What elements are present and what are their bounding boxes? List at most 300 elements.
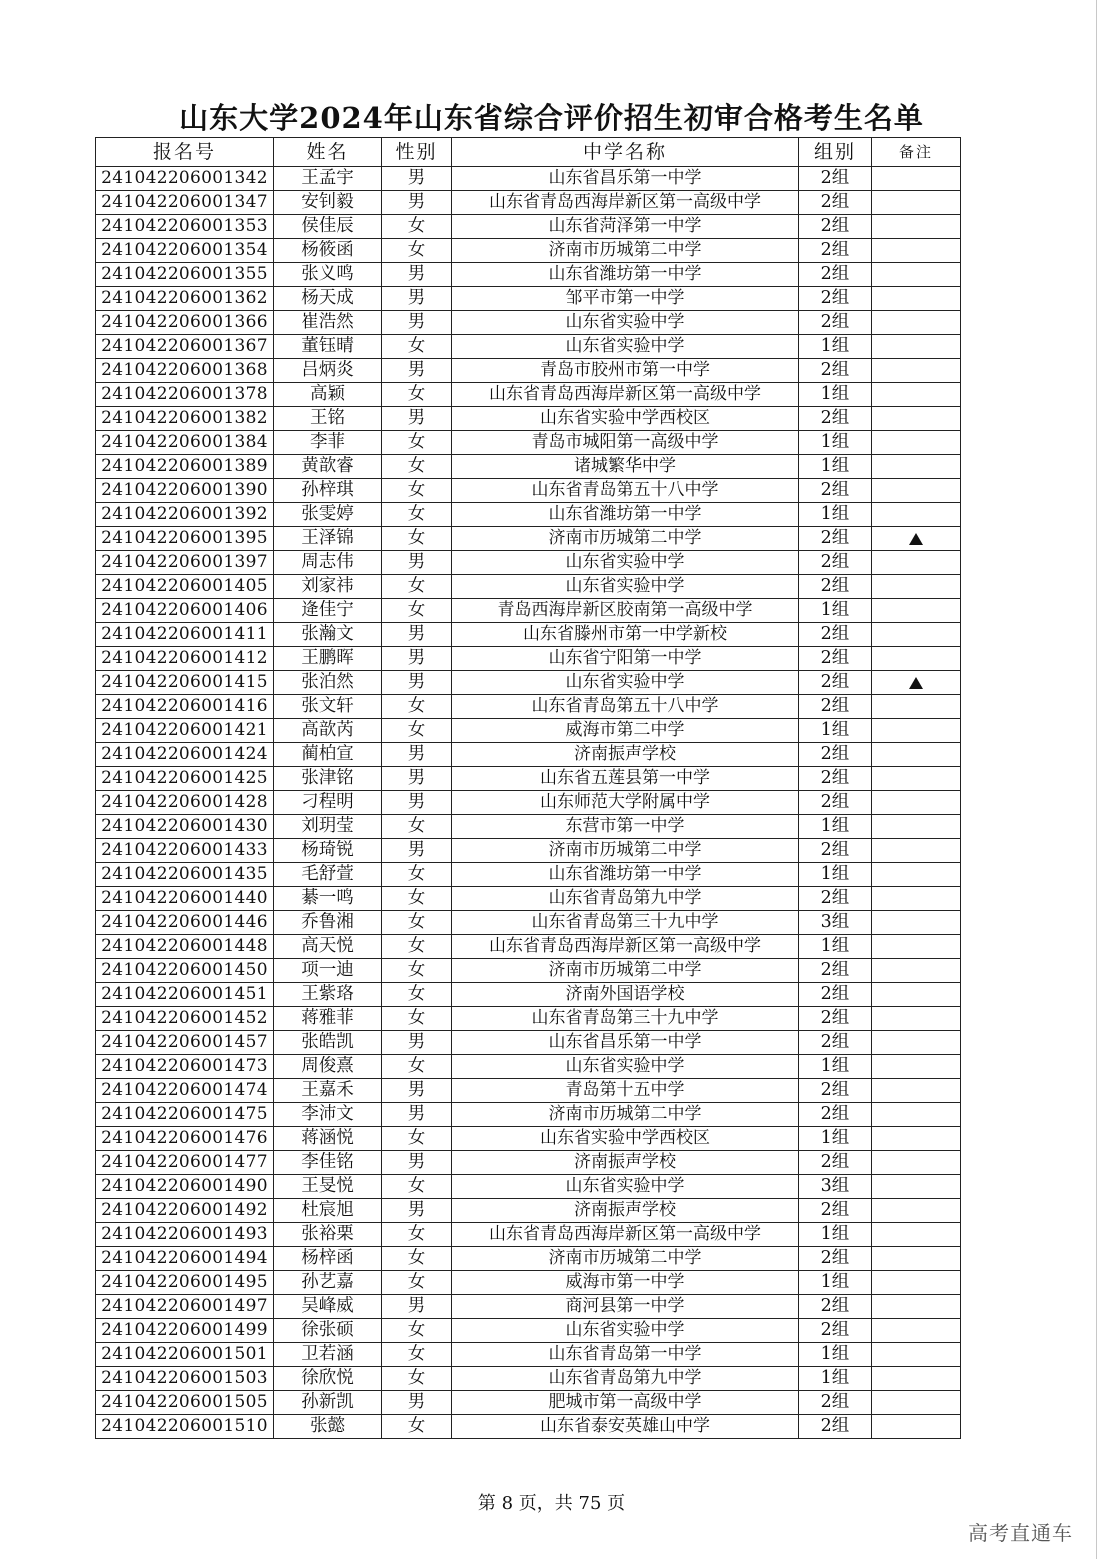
cell-group: 2组 — [799, 1031, 872, 1055]
cell-registration-id: 241042206001510 — [96, 1415, 274, 1439]
cell-gender: 女 — [382, 815, 452, 839]
cell-group: 2组 — [799, 839, 872, 863]
header-group: 组别 — [799, 138, 872, 167]
cell-gender: 女 — [382, 1271, 452, 1295]
cell-school: 济南振声学校 — [452, 743, 799, 767]
table-row — [96, 599, 961, 623]
cell-remark — [872, 1055, 961, 1079]
cell-group: 1组 — [799, 431, 872, 455]
cell-registration-id: 241042206001421 — [96, 719, 274, 743]
cell-remark — [872, 239, 961, 263]
cell-school: 山东省五莲县第一中学 — [452, 767, 799, 791]
table-row — [96, 1295, 961, 1319]
cell-name: 杨琦锐 — [274, 839, 382, 863]
cell-gender: 女 — [382, 695, 452, 719]
cell-school: 山东省实验中学西校区 — [452, 1127, 799, 1151]
cell-gender: 男 — [382, 1391, 452, 1415]
cell-gender: 男 — [382, 359, 452, 383]
cell-remark — [872, 311, 961, 335]
cell-group: 2组 — [799, 1247, 872, 1271]
cell-gender: 男 — [382, 551, 452, 575]
cell-school: 山东省青岛第五十八中学 — [452, 695, 799, 719]
table-body — [96, 167, 961, 1439]
cell-remark — [872, 1103, 961, 1127]
cell-name: 李沛文 — [274, 1103, 382, 1127]
cell-remark — [872, 455, 961, 479]
cell-group: 2组 — [799, 1151, 872, 1175]
cell-gender: 男 — [382, 407, 452, 431]
cell-remark — [872, 1319, 961, 1343]
cell-school: 山东省实验中学 — [452, 311, 799, 335]
cell-school: 邹平市第一中学 — [452, 287, 799, 311]
cell-school: 山东省昌乐第一中学 — [452, 1031, 799, 1055]
cell-gender: 女 — [382, 431, 452, 455]
table-row — [96, 1199, 961, 1223]
cell-registration-id: 241042206001347 — [96, 191, 274, 215]
cell-name: 孙新凯 — [274, 1391, 382, 1415]
cell-gender: 男 — [382, 647, 452, 671]
table-row — [96, 503, 961, 527]
table-header-row — [96, 138, 961, 167]
cell-school: 威海市第二中学 — [452, 719, 799, 743]
cell-remark — [872, 887, 961, 911]
cell-group: 2组 — [799, 1103, 872, 1127]
table-row — [96, 1079, 961, 1103]
cell-group: 2组 — [799, 767, 872, 791]
cell-name: 高歆芮 — [274, 719, 382, 743]
cell-remark — [872, 383, 961, 407]
cell-gender: 女 — [382, 335, 452, 359]
cell-gender: 男 — [382, 623, 452, 647]
cell-school: 山东省实验中学西校区 — [452, 407, 799, 431]
table-row — [96, 287, 961, 311]
cell-gender: 女 — [382, 983, 452, 1007]
cell-school: 山东省青岛西海岸新区第一高级中学 — [452, 935, 799, 959]
cell-registration-id: 241042206001430 — [96, 815, 274, 839]
header-gender: 性别 — [382, 138, 452, 167]
cell-school: 青岛市城阳第一高级中学 — [452, 431, 799, 455]
cell-registration-id: 241042206001354 — [96, 239, 274, 263]
cell-school: 济南市历城第二中学 — [452, 239, 799, 263]
cell-gender: 男 — [382, 767, 452, 791]
table-row — [96, 311, 961, 335]
cell-school: 山东省实验中学 — [452, 1319, 799, 1343]
cell-registration-id: 241042206001415 — [96, 671, 274, 695]
cell-registration-id: 241042206001412 — [96, 647, 274, 671]
table-row — [96, 263, 961, 287]
cell-remark — [872, 839, 961, 863]
table-row — [96, 527, 961, 551]
cell-remark — [872, 1367, 961, 1391]
cell-remark — [872, 815, 961, 839]
table-row — [96, 767, 961, 791]
cell-group: 3组 — [799, 911, 872, 935]
cell-name: 王旻悦 — [274, 1175, 382, 1199]
cell-remark — [872, 431, 961, 455]
cell-remark — [872, 1175, 961, 1199]
cell-registration-id: 241042206001501 — [96, 1343, 274, 1367]
cell-name: 周俊熹 — [274, 1055, 382, 1079]
table-row — [96, 1151, 961, 1175]
cell-name: 吕炳炎 — [274, 359, 382, 383]
cell-registration-id: 241042206001490 — [96, 1175, 274, 1199]
cell-gender: 男 — [382, 1079, 452, 1103]
cell-registration-id: 241042206001477 — [96, 1151, 274, 1175]
cell-gender: 女 — [382, 1223, 452, 1247]
cell-registration-id: 241042206001428 — [96, 791, 274, 815]
cell-remark — [872, 479, 961, 503]
cell-gender: 女 — [382, 1367, 452, 1391]
cell-name: 杜宸旭 — [274, 1199, 382, 1223]
table-row — [96, 671, 961, 695]
cell-school: 青岛西海岸新区胶南第一高级中学 — [452, 599, 799, 623]
cell-group: 1组 — [799, 1127, 872, 1151]
cell-gender: 男 — [382, 263, 452, 287]
cell-remark — [872, 743, 961, 767]
cell-group: 2组 — [799, 695, 872, 719]
table-row — [96, 479, 961, 503]
header-school: 中学名称 — [452, 138, 799, 167]
table-row — [96, 1343, 961, 1367]
table-row — [96, 1223, 961, 1247]
cell-name: 高天悦 — [274, 935, 382, 959]
cell-school: 山东省青岛第三十九中学 — [452, 1007, 799, 1031]
cell-name: 刘家祎 — [274, 575, 382, 599]
cell-registration-id: 241042206001475 — [96, 1103, 274, 1127]
table-row — [96, 551, 961, 575]
table-row — [96, 239, 961, 263]
cell-gender: 女 — [382, 455, 452, 479]
table-row — [96, 839, 961, 863]
cell-registration-id: 241042206001435 — [96, 863, 274, 887]
cell-school: 山东省滕州市第一中学新校 — [452, 623, 799, 647]
cell-remark — [872, 767, 961, 791]
table-row — [96, 1055, 961, 1079]
cell-remark — [872, 1415, 961, 1439]
cell-remark — [872, 407, 961, 431]
cell-group: 2组 — [799, 1295, 872, 1319]
cell-remark — [872, 287, 961, 311]
cell-group: 2组 — [799, 191, 872, 215]
cell-gender: 男 — [382, 743, 452, 767]
table-row — [96, 431, 961, 455]
cell-school: 山东省实验中学 — [452, 1055, 799, 1079]
cell-group: 2组 — [799, 647, 872, 671]
cell-group: 2组 — [799, 743, 872, 767]
cell-remark — [872, 1343, 961, 1367]
cell-gender: 女 — [382, 575, 452, 599]
cell-remark — [872, 911, 961, 935]
cell-group: 1组 — [799, 815, 872, 839]
cell-gender: 女 — [382, 503, 452, 527]
cell-registration-id: 241042206001362 — [96, 287, 274, 311]
cell-group: 2组 — [799, 1007, 872, 1031]
cell-group: 1组 — [799, 719, 872, 743]
cell-school: 山东省实验中学 — [452, 551, 799, 575]
cell-group: 2组 — [799, 1319, 872, 1343]
cell-name: 王紫珞 — [274, 983, 382, 1007]
cell-name: 黄歆睿 — [274, 455, 382, 479]
cell-group: 2组 — [799, 791, 872, 815]
table-row — [96, 887, 961, 911]
table-row — [96, 1391, 961, 1415]
cell-gender: 女 — [382, 527, 452, 551]
cell-group: 2组 — [799, 359, 872, 383]
cell-name: 杨筱函 — [274, 239, 382, 263]
cell-gender: 女 — [382, 383, 452, 407]
cell-remark — [872, 503, 961, 527]
cell-gender: 女 — [382, 911, 452, 935]
cell-gender: 女 — [382, 959, 452, 983]
cell-school: 济南市历城第二中学 — [452, 1247, 799, 1271]
cell-gender: 男 — [382, 791, 452, 815]
cell-group: 2组 — [799, 887, 872, 911]
cell-school: 济南市历城第二中学 — [452, 527, 799, 551]
cell-remark — [872, 791, 961, 815]
cell-group: 3组 — [799, 1175, 872, 1199]
cell-group: 1组 — [799, 1223, 872, 1247]
cell-registration-id: 241042206001405 — [96, 575, 274, 599]
table-row — [96, 1367, 961, 1391]
cell-name: 毛舒萱 — [274, 863, 382, 887]
cell-remark — [872, 599, 961, 623]
cell-name: 周志伟 — [274, 551, 382, 575]
cell-registration-id: 241042206001395 — [96, 527, 274, 551]
table-row — [96, 623, 961, 647]
cell-remark — [872, 695, 961, 719]
cell-school: 山东师范大学附属中学 — [452, 791, 799, 815]
cell-registration-id: 241042206001342 — [96, 167, 274, 191]
cell-registration-id: 241042206001446 — [96, 911, 274, 935]
cell-school: 济南外国语学校 — [452, 983, 799, 1007]
cell-registration-id: 241042206001416 — [96, 695, 274, 719]
cell-name: 张懿 — [274, 1415, 382, 1439]
table-row — [96, 863, 961, 887]
cell-registration-id: 241042206001473 — [96, 1055, 274, 1079]
cell-group: 2组 — [799, 479, 872, 503]
table-row — [96, 743, 961, 767]
cell-remark — [872, 359, 961, 383]
cell-registration-id: 241042206001425 — [96, 767, 274, 791]
cell-name: 安钊毅 — [274, 191, 382, 215]
cell-name: 蔺柏宣 — [274, 743, 382, 767]
cell-name: 刘玥莹 — [274, 815, 382, 839]
cell-gender: 男 — [382, 1199, 452, 1223]
cell-registration-id: 241042206001450 — [96, 959, 274, 983]
cell-name: 张泊然 — [274, 671, 382, 695]
cell-remark — [872, 551, 961, 575]
cell-school: 山东省实验中学 — [452, 575, 799, 599]
cell-group: 1组 — [799, 1367, 872, 1391]
cell-gender: 男 — [382, 839, 452, 863]
cell-gender: 男 — [382, 1295, 452, 1319]
cell-name: 蒋涵悦 — [274, 1127, 382, 1151]
cell-remark — [872, 1079, 961, 1103]
cell-remark — [872, 935, 961, 959]
cell-name: 乔鲁湘 — [274, 911, 382, 935]
cell-gender: 女 — [382, 1247, 452, 1271]
cell-school: 诸城繁华中学 — [452, 455, 799, 479]
table-row — [96, 335, 961, 359]
table-row — [96, 719, 961, 743]
table-row — [96, 815, 961, 839]
cell-school: 济南振声学校 — [452, 1151, 799, 1175]
cell-name: 徐张硕 — [274, 1319, 382, 1343]
cell-group: 2组 — [799, 287, 872, 311]
cell-registration-id: 241042206001397 — [96, 551, 274, 575]
cell-name: 王泽锦 — [274, 527, 382, 551]
cell-school: 济南市历城第二中学 — [452, 1103, 799, 1127]
cell-name: 项一迪 — [274, 959, 382, 983]
cell-group: 2组 — [799, 623, 872, 647]
cell-gender: 女 — [382, 1343, 452, 1367]
cell-school: 山东省昌乐第一中学 — [452, 167, 799, 191]
cell-gender: 男 — [382, 287, 452, 311]
cell-name: 李佳铭 — [274, 1151, 382, 1175]
table-row — [96, 167, 961, 191]
cell-school: 山东省潍坊第一中学 — [452, 503, 799, 527]
cell-remark — [872, 719, 961, 743]
cell-gender: 女 — [382, 215, 452, 239]
cell-registration-id: 241042206001366 — [96, 311, 274, 335]
cell-registration-id: 241042206001499 — [96, 1319, 274, 1343]
cell-group: 2组 — [799, 959, 872, 983]
cell-remark — [872, 1199, 961, 1223]
cell-group: 1组 — [799, 455, 872, 479]
page-edge-line — [1096, 0, 1097, 1559]
cell-remark — [872, 623, 961, 647]
cell-group: 2组 — [799, 1415, 872, 1439]
triangle-marker-icon — [909, 533, 923, 545]
cell-name: 蒋雅菲 — [274, 1007, 382, 1031]
cell-group: 1组 — [799, 383, 872, 407]
cell-name: 高颖 — [274, 383, 382, 407]
table-row — [96, 959, 961, 983]
table-row — [96, 1007, 961, 1031]
cell-remark — [872, 1151, 961, 1175]
cell-name: 崔浩然 — [274, 311, 382, 335]
table-row — [96, 935, 961, 959]
watermark-text: 高考直通车 — [968, 1521, 1073, 1545]
cell-group: 1组 — [799, 1055, 872, 1079]
cell-school: 山东省实验中学 — [452, 335, 799, 359]
cell-registration-id: 241042206001390 — [96, 479, 274, 503]
cell-name: 杨梓函 — [274, 1247, 382, 1271]
cell-name: 杨天成 — [274, 287, 382, 311]
cell-name: 张雯婷 — [274, 503, 382, 527]
cell-gender: 男 — [382, 1031, 452, 1055]
cell-registration-id: 241042206001382 — [96, 407, 274, 431]
cell-group: 1组 — [799, 335, 872, 359]
cell-school: 青岛市胶州市第一中学 — [452, 359, 799, 383]
cell-group: 2组 — [799, 551, 872, 575]
cell-gender: 女 — [382, 1415, 452, 1439]
page-number-footer: 第 8 页，共 75 页 — [477, 1493, 626, 1514]
cell-gender: 女 — [382, 1319, 452, 1343]
table-row — [96, 1175, 961, 1199]
table-row — [96, 647, 961, 671]
cell-registration-id: 241042206001495 — [96, 1271, 274, 1295]
cell-school: 山东省潍坊第一中学 — [452, 263, 799, 287]
cell-gender: 女 — [382, 1055, 452, 1079]
cell-group: 2组 — [799, 527, 872, 551]
cell-registration-id: 241042206001503 — [96, 1367, 274, 1391]
cell-remark — [872, 215, 961, 239]
cell-group: 1组 — [799, 935, 872, 959]
cell-name: 侯佳辰 — [274, 215, 382, 239]
cell-registration-id: 241042206001384 — [96, 431, 274, 455]
table-row — [96, 1319, 961, 1343]
cell-remark — [872, 1391, 961, 1415]
cell-group: 1组 — [799, 503, 872, 527]
cell-school: 威海市第一中学 — [452, 1271, 799, 1295]
cell-remark — [872, 647, 961, 671]
table-row — [96, 1127, 961, 1151]
cell-school: 山东省青岛第一中学 — [452, 1343, 799, 1367]
page-title: 山东大学2024年山东省综合评价招生初审合格考生名单 — [179, 101, 924, 135]
cell-gender: 男 — [382, 671, 452, 695]
cell-remark — [872, 1247, 961, 1271]
cell-group: 2组 — [799, 1199, 872, 1223]
cell-school: 山东省青岛第九中学 — [452, 1367, 799, 1391]
cell-remark — [872, 1127, 961, 1151]
triangle-marker-icon — [909, 677, 923, 689]
cell-registration-id: 241042206001433 — [96, 839, 274, 863]
header-id: 报名号 — [96, 138, 274, 167]
cell-name: 张义鸣 — [274, 263, 382, 287]
cell-school: 山东省青岛西海岸新区第一高级中学 — [452, 383, 799, 407]
cell-school: 山东省实验中学 — [452, 1175, 799, 1199]
cell-group: 2组 — [799, 215, 872, 239]
cell-group: 1组 — [799, 1343, 872, 1367]
cell-school: 山东省青岛西海岸新区第一高级中学 — [452, 1223, 799, 1247]
cell-remark — [872, 1031, 961, 1055]
table-row — [96, 911, 961, 935]
cell-name: 王鹏晖 — [274, 647, 382, 671]
cell-registration-id: 241042206001392 — [96, 503, 274, 527]
cell-registration-id: 241042206001411 — [96, 623, 274, 647]
candidate-table — [95, 137, 961, 1439]
cell-name: 刁程明 — [274, 791, 382, 815]
cell-gender: 男 — [382, 1151, 452, 1175]
cell-registration-id: 241042206001368 — [96, 359, 274, 383]
cell-registration-id: 241042206001367 — [96, 335, 274, 359]
cell-gender: 女 — [382, 599, 452, 623]
cell-group: 2组 — [799, 407, 872, 431]
table-row — [96, 383, 961, 407]
cell-school: 东营市第一中学 — [452, 815, 799, 839]
cell-name: 张瀚文 — [274, 623, 382, 647]
cell-name: 卫若涵 — [274, 1343, 382, 1367]
cell-remark — [872, 1007, 961, 1031]
cell-registration-id: 241042206001452 — [96, 1007, 274, 1031]
cell-school: 山东省青岛第五十八中学 — [452, 479, 799, 503]
cell-name: 张津铭 — [274, 767, 382, 791]
cell-school: 商河县第一中学 — [452, 1295, 799, 1319]
cell-gender: 男 — [382, 191, 452, 215]
cell-group: 2组 — [799, 983, 872, 1007]
cell-name: 张文轩 — [274, 695, 382, 719]
cell-registration-id: 241042206001497 — [96, 1295, 274, 1319]
cell-gender: 女 — [382, 719, 452, 743]
cell-registration-id: 241042206001389 — [96, 455, 274, 479]
table-row — [96, 215, 961, 239]
cell-group: 2组 — [799, 1391, 872, 1415]
cell-registration-id: 241042206001448 — [96, 935, 274, 959]
cell-school: 青岛第十五中学 — [452, 1079, 799, 1103]
cell-registration-id: 241042206001451 — [96, 983, 274, 1007]
cell-registration-id: 241042206001378 — [96, 383, 274, 407]
